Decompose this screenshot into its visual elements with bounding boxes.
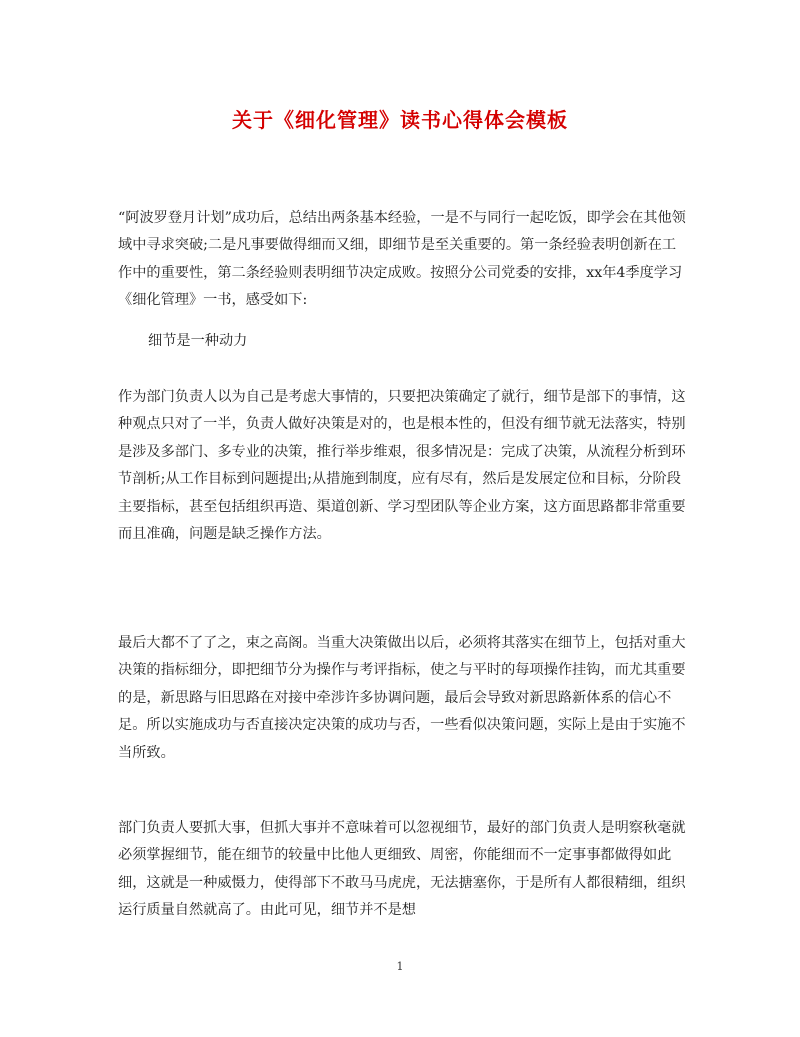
paragraph-4: 部门负责人要抓大事，但抓大事并不意味着可以忽视细节，最好的部门负责人是明察秋毫就必须掌握细节，能在细节的较量中比他人更细致、周密，你能细而不一定事事都做得如此细，这就是一种威慑力，使得部下不敢马马虎虎，无法搪塞你，于是所有人都很精细，组织运行质量自然就高了。由此可见，细节并不是想 [118,820,686,919]
document-title: 关于《细化管理》读书心得体会模板 [232,108,568,132]
paragraph-2: 作为部门负责人以为自己是考虑大事情的，只要把决策确定了就行，细节是部下的事情，这种观点只对了一半，负责人做好决策是对的，也是根本性的，但没有细节就无法落实，特别是涉及多部门、多专业的决策，推行举步维艰，很多情况是：完成了决策，从流程分析到环节剖析;从工作目标到问题提出;从措施到制度，应有尽有，然后是发展定位和目标，分阶段主要指标，甚至包括组织再造、渠道创新、学习型团队等企业方案，这方面思路都非常重要而且准确，问题是缺乏操作方法。 [118,389,686,543]
page-number: 1 [396,960,404,973]
paragraph-intro: “阿波罗登月计划”成功后，总结出两条基本经验，一是不与同行一起吃饭，即学会在其他领域中寻求突破;二是凡事要做得细而又细，即细节是至关重要的。第一条经验表明创新在工作中的重要性，第二条经验则表明细节决定成败。按照分公司党委的安排，xx年4季度学习《细化管理》一书，感受如下: [118,210,686,309]
section-heading: 细节是一种动力 [148,333,248,349]
paragraph-3: 最后大都不了了之，束之高阁。当重大决策做出以后，必须将其落实在细节上，包括对重大决策的指标细分，即把细节分为操作与考评指标，使之与平时的每项操作挂钩，而尤其重要的是，新思路与旧思路在对接中牵涉许多协调问题，最后会导致对新思路新体系的信心不足。所以实施成功与否直接决定决策的成功与否，一些看似决策问题，实际上是由于实施不当所致。 [118,635,686,761]
